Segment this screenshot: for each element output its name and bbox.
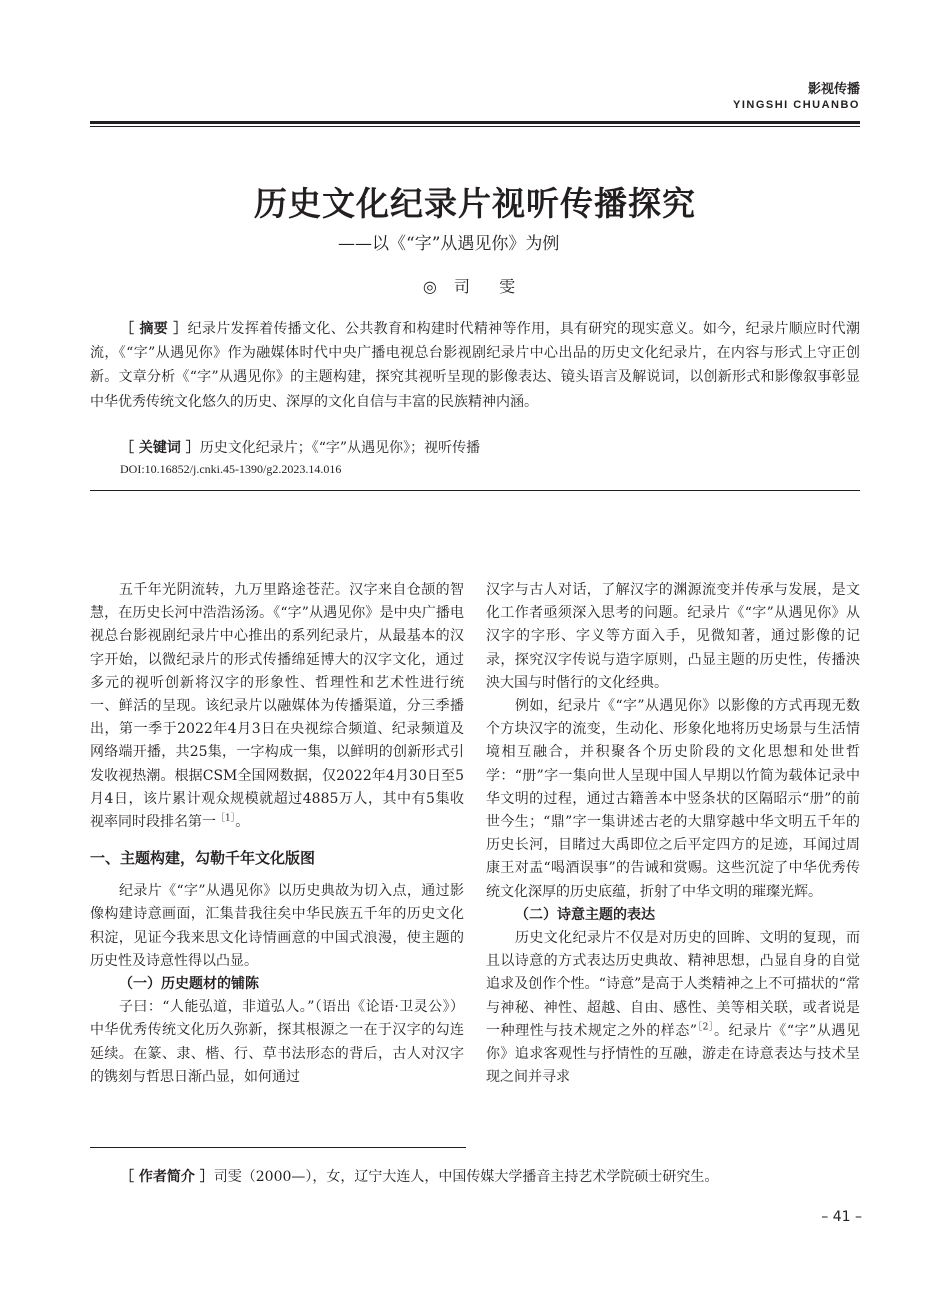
author-line: [90, 274, 860, 297]
subsection-heading-1: （一）历史题材的铺陈: [119, 976, 259, 993]
article-subtitle: ——以《“字”从遇见你》为例: [338, 234, 560, 254]
abstract: [90, 317, 860, 414]
doi: DOI:10.16852/j.cnki.45-1390/g2.2023.14.016: [120, 462, 342, 476]
body-paragraph: 子曰：“人能弘道，非道弘人。”（语出《论语·卫灵公》）中华优秀传统文化历久弥新，探其根源之一在于汉字的勾连延续。在篆、隶、楷、行、草书法形态的背后，古人对汉字的镌刻与哲思日渐凸显，如何通过: [90, 999, 464, 1085]
body-column-left: [90, 579, 464, 1089]
keywords-text: 历史文化纪录片；《“字”从遇见你》；视听传播: [199, 440, 481, 456]
footnote-rule: [90, 1147, 466, 1148]
section-heading-1: 一、主题构建，勾勒千年文化版图: [90, 849, 316, 868]
header-rule-thin: [90, 126, 860, 127]
header-rule-thick: [90, 121, 860, 124]
abstract-label: ［ 摘要 ］: [120, 321, 188, 337]
citation-2: ［2］: [697, 1022, 715, 1033]
author-note: [120, 1166, 718, 1186]
keywords-label: ［ 关键词 ］: [120, 440, 200, 456]
journal-section-en: YINGSHI CHUANBO: [732, 99, 860, 111]
journal-section-cn: 影视传播: [807, 82, 860, 97]
abstract-rule: [90, 490, 860, 491]
body-column-right: [486, 579, 860, 1089]
subsection-heading-2: （二）诗意主题的表达: [515, 906, 655, 923]
author-note-label: ［ 作者简介 ］: [120, 1169, 214, 1185]
body-paragraph: 汉字与古人对话，了解汉字的渊源流变并传承与发展，是文化工作者亟须深入思考的问题。纪录片《“字”从遇见你》从汉字的字形、字义等方面入手，见微知著，通过影像的记录，探究汉字传说与造字原则，凸显主题的历史性，传播泱泱大国与时偕行的文化经典。: [486, 582, 860, 691]
article-title: 历史文化纪录片视听传播探究: [254, 184, 696, 223]
author-name: 司 雯: [453, 277, 528, 296]
body-paragraph: 历史文化纪录片不仅是对历史的回眸、文明的复现，而且以诗意的方式表达历史典故、精神思想，凸显自身的自觉追求及创作个性。“诗意”是高于人类精神之上不可描状的“常与神秘、神性、超越、自由、感性、美等相关联，或者说是一种理性与技术规定之外的样态”$^{[2]}$。纪录片《“字”从遇见你》追求客观性与抒情性的互融，游走在诗意表达与技术呈现之间并寻求: [486, 930, 860, 1086]
citation-1: ［1］: [216, 813, 236, 824]
body-paragraph: 纪录片《“字”从遇见你》以历史典故为切入点，通过影像构建诗意画面，汇集昔我往矣中华民族五千年的历史文化积淀，见证今我来思文化诗情画意的中国式浪漫，使主题的历史性及诗意性得以凸显。: [90, 883, 464, 969]
author-mark: ◎: [422, 277, 449, 296]
abstract-text: 纪录片发挥着传播文化、公共教育和构建时代精神等作用，具有研究的现实意义。如今，纪录片顺应时代潮流，《“字”从遇见你》作为融媒体时代中央广播电视总台影视剧纪录片中心出品的历史文化纪录片，在内容与形式上守正创新。文章分析《“字”从遇见你》的主题构建，探究其视听呈现的影像表达、镜头语言及解说词，以创新形式和影像叙事彰显中华优秀传统文化悠久的历史、深厚的文化自信与丰富的民族精神内涵。: [90, 321, 860, 410]
body-paragraph: 五千年光阴流转，九万里路途苍茫。汉字来自仓颉的智慧，在历史长河中浩浩汤汤。《“字”从遇见你》是中央广播电视总台影视剧纪录片中心推出的系列纪录片，从最基本的汉字开始，以微纪录片的形式传播绵延博大的汉字文化，通过多元的视听创新将汉字的形象性、哲理性和艺术性进行统一、鲜活的呈现。该纪录片以融媒体为传播渠道，分三季播出，第一季于2022年4月3日在央视综合频道、纪录频道及网络端开播，共25集，一字构成一集，以鲜明的创新形式引发收视热潮。根据CSM全国网数据，仅2022年4月30日至5月4日，该片累计观众规模就超过4885万人，其中有5集收视率同时段排名第一$^{[1]}$。: [90, 582, 464, 831]
author-note-text: 司雯（2000—），女，辽宁大连人，中国传媒大学播音主持艺术学院硕士研究生。: [213, 1169, 719, 1185]
page-number: – 41 –: [821, 1209, 862, 1225]
keywords: [120, 437, 480, 457]
body-paragraph: 例如，纪录片《“字”从遇见你》以影像的方式再现无数个方块汉字的流变，生动化、形象化地将历史场景与生活情境相互融合，并积聚各个历史阶段的文化思想和处世哲学：“册”字一集向世人呈现中国人早期以竹简为载体记录中华文明的过程，通过古籍善本中竖条状的区隔昭示“册”的前世今生；“鼎”字一集讲述古老的大鼎穿越中华文明五千年的历史长河，目睹过大禹即位之后平定四方的足迹，耳闻过周康王对盂“喝酒误事”的告诫和赏赐。这些沉淀了中华优秀传统文化深厚的历史底蕴，折射了中华文明的璀璨光辉。: [486, 698, 860, 900]
